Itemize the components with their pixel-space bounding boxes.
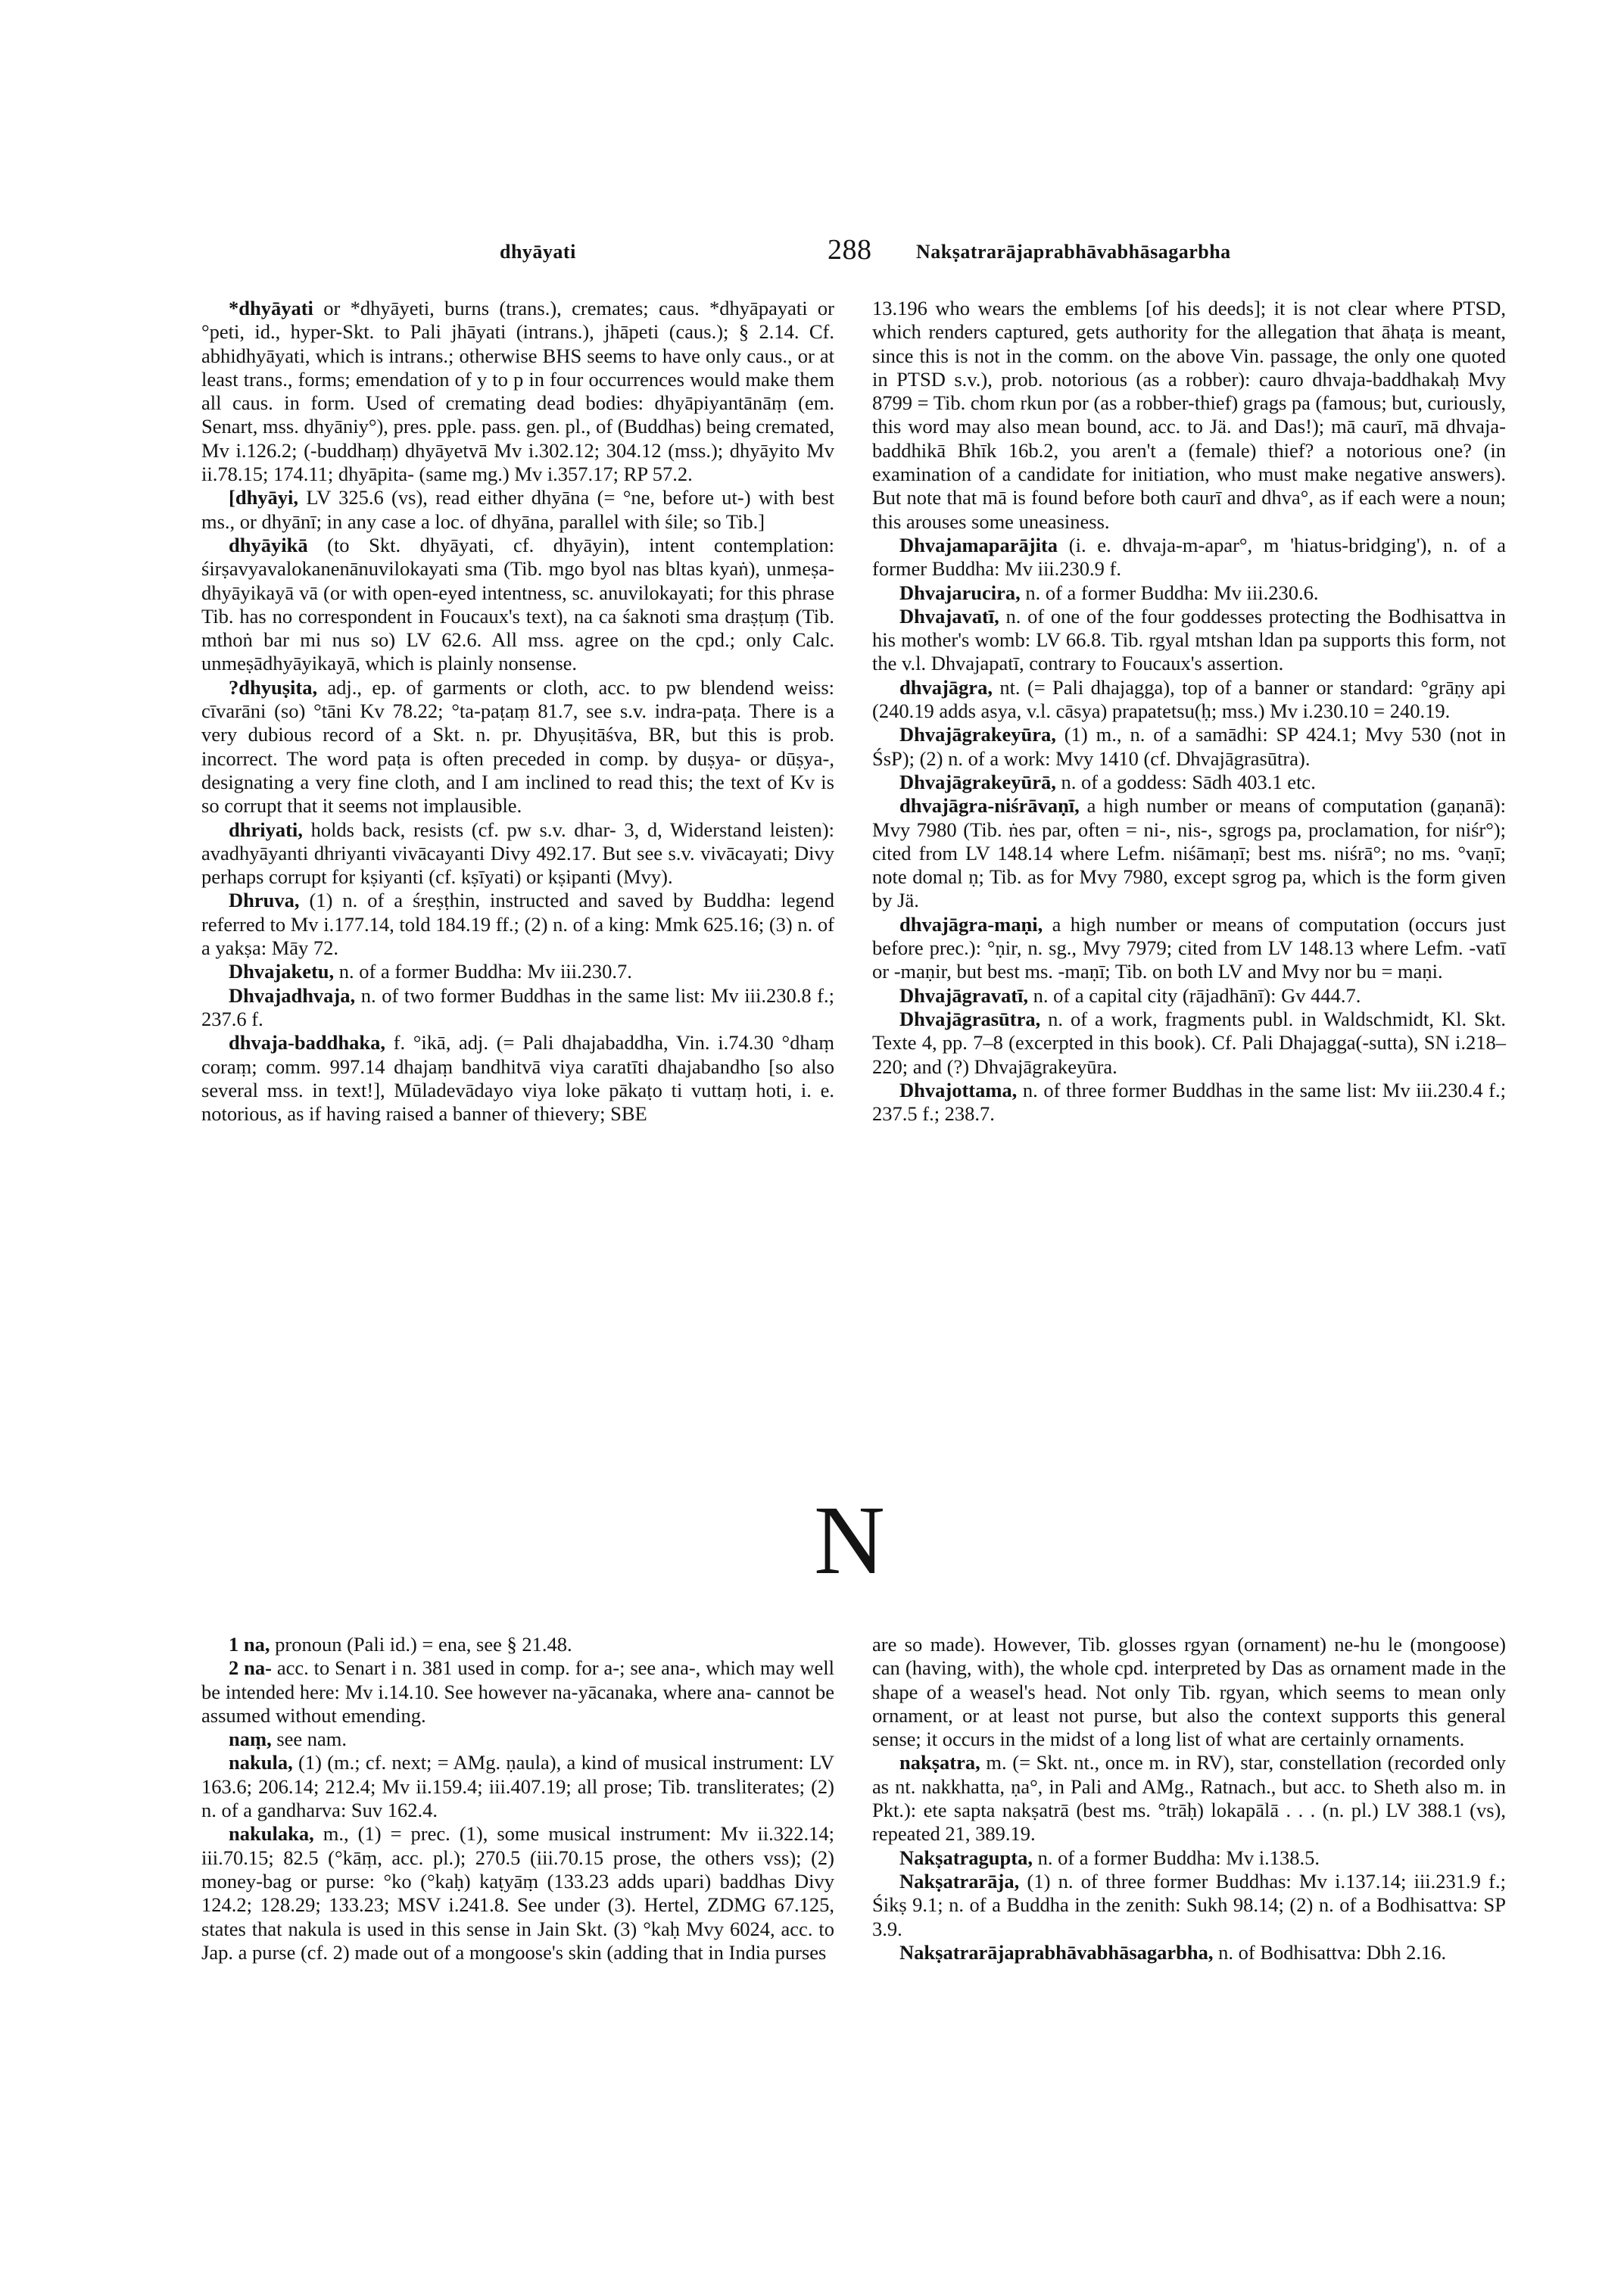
- entry-headword: Nakṣatrarāja,: [899, 1869, 1020, 1893]
- entry-text: n. of two former Buddhas in the same list: Mv iii.230.8 f.; 237.6 f.: [201, 983, 834, 1030]
- entry-text: n. of Bodhisattva: Dbh 2.16.: [1213, 1940, 1447, 1964]
- entry-text: 13.196 who wears the emblems [of his deeds]; it is not clear where PTSD, which renders captured, gets authority for the allegation that āhaṭa is meant, since this is not in the comm. on the above Vin. passage, the only one quoted in PTSD s.v.), prob. notorious (as a robber): cauro dhvaja-baddhakaḥ Mvy 8799 = Tib. chom rkun por (as a robber-thief) grags pa (famous; but, curiously, this word may also mean bound, acc. to Jä. and Das!); mā caurī, mā dhvaja-baddhikā Bhīk 16b.2, you aren't a (female) thief? a notorious one? (in examination of a candidate for initiation, who must make negative answers). But note that mā is found before both caurī and dhva°, as if each were a noun; this arouses some uneasiness.: [872, 297, 1506, 533]
- entry-headword: dhvajāgra-maṇi,: [899, 912, 1043, 936]
- entry-text: n. of a work, fragments publ. in Waldschmidt, Kl. Skt. Texte 4, pp. 7–8 (excerpted in this book). Cf. Pali Dhajagga(-sutta), SN i.218–220; and (?) Dhvajāgrakeyūra.: [872, 1007, 1506, 1078]
- entry-text: (to Skt. dhyāyati, cf. dhyāyin), intent contemplation: śirṣavyavalokanenānuvilokayati sma (Tib. mgo byol nas bltas kyaṅ), unmeṣa-dhyāyikayā vā (or with open-eyed intentness, sc. anuvilokayati; for this phrase Tib. has no correspondent in Foucaux's text), na ca śaknoti sma draṣṭuṃ (Tib. mthoṅ bar mi nus so) LV 62.6. All mss. agree on the cpd.; only Calc. unmeṣādhyāyikayā, which is plainly nonsense.: [201, 533, 834, 675]
- dictionary-entry: [872, 794, 1506, 912]
- entry-text: n. of a former Buddha: Mv iii.230.6.: [1020, 581, 1319, 604]
- dictionary-entry: [201, 960, 834, 983]
- entry-text: (1) n. of three former Buddhas: Mv i.137.14; iii.231.9 f.; Śikṣ 9.1; n. of a Buddha in the zenith: Sukh 98.14; (2) n. of a Bodhisattva: SP 3.9.: [872, 1869, 1506, 1940]
- entry-text: m., (1) = prec. (1), some musical instrument: Mv ii.322.14; iii.70.15; 82.5 (°kāṃ, acc. pl.); 270.5 (iii.70.15 prose, the others vss); (2) money-bag or purse: °ko (°kaḥ) kaṭyāṃ (133.23 adds upari) baddhas Divy 124.2; 128.29; 133.23; MSV i.241.8. See under (3). Hertel, ZDMG 67.125, states that nakula is used in this sense in Jain Skt. (3) °kaḥ Mvy 6024, acc. to Jap. a purse (cf. 2) made out of a mongoose's skin (adding that in India purses: [201, 1822, 834, 1964]
- entry-text: holds back, resists (cf. pw s.v. dhar- 3, d, Widerstand leisten): avadhyāyanti dhriyanti vivācayanti Divy 492.17. But see s.v. vivācayati; Divy perhaps corrupt for kṣiyanti (cf. kṣīyati) or kṣipanti (Mvy).: [201, 818, 834, 889]
- entry-text: f. °ikā, adj. (= Pali dhajabaddha, Vin. i.74.30 °dhaṃ coraṃ; comm. 997.14 dhajaṃ bandhitvā viya caratīti dhajabandho [so also several mss. in text!], Mūladevādayo viya loke pākaṭo ti vuttaṃ hoti, i. e. notorious, as if having raised a banner of thievery; SBE: [201, 1031, 834, 1126]
- entry-headword: Dhvajadhvaja,: [229, 983, 356, 1007]
- column-bottom-right: [872, 1633, 1506, 1964]
- entry-headword: 1 na,: [229, 1633, 270, 1656]
- entry-text: are so made). However, Tib. glosses rgyan (ornament) ne-hu le (mongoose) can (having, with), the whole cpd. interpreted by Das as ornament made in the shape of a weasel's head. Not only Tib. rgyan, which seems to mean only ornament, or at least not purse, but also the context supports this general sense; it occurs in the midst of a long list of what are certainly ornaments.: [872, 1633, 1506, 1751]
- dictionary-entry: [201, 1822, 834, 1964]
- entry-text: a high number or means of computation (occurs just before prec.): °ṇir, n. sg., Mvy 7979; cited from LV 148.13 where Lefm. -vatī or -maṇir, but best ms. -maṇī; Tib. on both LV and Mvy nor bu = maṇi.: [872, 912, 1506, 983]
- entry-headword: Nakṣatrarājaprabhāvabhāsagarbha,: [899, 1940, 1214, 1964]
- dictionary-entry: [872, 984, 1506, 1008]
- dictionary-entry: [872, 771, 1506, 794]
- entry-headword: [dhyāyi,: [229, 486, 299, 509]
- column-top-right: [872, 297, 1506, 1126]
- entry-headword: Dhvajarucira,: [899, 581, 1021, 604]
- entry-headword: *dhyāyati: [229, 297, 313, 319]
- dictionary-entry: [872, 581, 1506, 605]
- entry-text: n. of a former Buddha: Mv i.138.5.: [1032, 1846, 1320, 1869]
- dictionary-entry: [872, 605, 1506, 676]
- dictionary-entry: [201, 676, 834, 818]
- entry-text: n. of a goddess: Sādh 403.1 etc.: [1055, 770, 1316, 793]
- entry-headword: Dhvajāgrasūtra,: [899, 1007, 1041, 1030]
- dictionary-entry: [201, 889, 834, 960]
- dictionary-entry: [872, 1633, 1506, 1751]
- entry-text: see nam.: [271, 1728, 348, 1751]
- dictionary-entry: [872, 1079, 1506, 1126]
- dictionary-entry: [872, 534, 1506, 581]
- entry-headword: nakulaka,: [229, 1822, 314, 1846]
- entry-headword: Nakṣatragupta,: [899, 1846, 1033, 1869]
- dictionary-entry: [872, 676, 1506, 724]
- entry-text: (i. e. dhvaja-m-apar°, m 'hiatus-bridging'), n. of a former Buddha: Mv iii.230.9 f.: [872, 533, 1506, 581]
- entry-text: (1) (m.; cf. next; = AMg. ṇaula), a kind of musical instrument: LV 163.6; 206.14; 212.4; Mv ii.159.4; iii.407.19; all prose; Tib. transliterates; (2) n. of a gandharva: Suv 162.4.: [201, 1751, 834, 1822]
- entry-text: pronoun (Pali id.) = ena, see § 21.48.: [270, 1633, 572, 1656]
- dictionary-entry: [201, 1633, 834, 1656]
- entry-headword: Dhvajāgrakeyūra,: [899, 723, 1056, 746]
- entry-text: nt. (= Pali dhajagga), top of a banner or standard: °grāṇy api (240.19 adds asya, v.l. cāsya) prapatetsu(ḥ; mss.) Mv i.230.10 = 240.19.: [872, 675, 1506, 723]
- dictionary-entry: [872, 1870, 1506, 1941]
- entry-headword: Dhvajāgrakeyūrā,: [899, 770, 1056, 793]
- dictionary-entry: [872, 1846, 1506, 1870]
- column-top-left: [201, 297, 834, 1126]
- entry-headword: dhriyati,: [229, 818, 303, 841]
- entry-text: m. (= Skt. nt., once m. in RV), star, constellation (recorded only as nt. nakkhatta, ṇa°, in Pali and AMg., Ratnach., but acc. to Sheth also m. in Pkt.): ete sapta nakṣatrā (best ms. °trāḥ) lokapālā . . . (n. pl.) LV 388.1 (vs), repeated 21, 389.19.: [872, 1751, 1506, 1846]
- dictionary-entry: [872, 723, 1506, 771]
- entry-headword: Dhruva,: [229, 889, 300, 912]
- section-letter: N: [814, 1486, 885, 1595]
- entry-headword: naṃ,: [229, 1728, 272, 1751]
- entry-text: a high number or means of computation (gaṇanā): Mvy 7980 (Tib. ṅes par, often = ni-, nis-, sgrogs pa, proclamation, for niśr°); cited from LV 148.14 where Lefm. niśāmaṇī; best ms. niśrā°; no ms. °vaṇī; note domal ṇ; Tib. as for Mvy 7980, except sgrog pa, which is the form given by Jä.: [872, 794, 1506, 912]
- dictionary-entry: [201, 818, 834, 889]
- dictionary-entry: [872, 1941, 1506, 1964]
- dictionary-entry: [201, 534, 834, 676]
- entry-headword: dhvajāgra-niśrāvaṇī,: [899, 794, 1080, 818]
- column-bottom-left: [201, 1633, 834, 1964]
- entry-headword: ?dhyuṣita,: [229, 675, 318, 699]
- entry-headword: nakula,: [229, 1751, 293, 1774]
- dictionary-entry: [201, 486, 834, 534]
- entry-headword: dhvajāgra,: [899, 675, 993, 699]
- entry-headword: dhyāyikā: [229, 533, 308, 556]
- entry-text: n. of one of the four goddesses protecting the Bodhisattva in his mother's womb: LV 66.8. Tib. rgyal mtshan ldan pa supports this form, not the v.l. Dhvajapatī, contrary to Foucaux's assertion.: [872, 604, 1506, 675]
- entry-headword: Dhvajottama,: [899, 1078, 1018, 1101]
- entry-text: acc. to Senart i n. 381 used in comp. for a-; see ana-, which may well be intended here: Mv i.14.10. See however na-yācanaka, where ana- cannot be assumed without emending.: [201, 1656, 834, 1727]
- entry-text: (1) m., n. of a samādhi: SP 424.1; Mvy 530 (not in ŚsP); (2) n. of a work: Mvy 1410 (cf. Dhvajāgrasūtra).: [872, 723, 1506, 770]
- dictionary-entry: [201, 1656, 834, 1728]
- entry-headword: Dhvajavatī,: [899, 604, 999, 628]
- dictionary-entry: [872, 1008, 1506, 1079]
- entry-headword: nakṣatra,: [899, 1751, 980, 1774]
- entry-text: LV 325.6 (vs), read either dhyāna (= °ne, before ut-) with best ms., or dhyānī; in any case a loc. of dhyāna, parallel with śile; so Tib.]: [201, 486, 834, 533]
- entry-headword: 2 na-: [229, 1656, 272, 1680]
- page-number: 288: [828, 234, 872, 266]
- dictionary-entry: [201, 984, 834, 1032]
- entry-text: n. of three former Buddhas in the same list: Mv iii.230.4 f.; 237.5 f.; 238.7.: [872, 1078, 1506, 1126]
- entry-text: n. of a former Buddha: Mv iii.230.7.: [334, 960, 632, 983]
- entry-headword: Dhvajaketu,: [229, 960, 335, 983]
- dictionary-entry: [201, 1031, 834, 1126]
- right-guide-word: Nakṣatrarājaprabhāvabhāsagarbha: [916, 241, 1231, 263]
- entry-headword: dhvaja-baddhaka,: [229, 1031, 385, 1055]
- entry-headword: Dhvajāgravatī,: [899, 983, 1029, 1007]
- entry-headword: Dhvajamaparājita: [899, 533, 1058, 556]
- left-guide-word: dhyāyati: [500, 241, 576, 263]
- entry-text: or *dhyāyeti, burns (trans.), cremates; caus. *dhyāpayati or °peti, id., hyper-Skt. to Pali jhāyati (intrans.), jhāpeti (caus.); § 2.14. Cf. abhidhyāyati, which is intrans.; otherwise BHS seems to have only caus., or at least trans., forms; emendation of y to p in four occurrences would make them all caus. in form. Used of cremating dead bodies: dhyāpiyantānāṃ (em. Senart, mss. dhyāniy°), pres. pple. pass. gen. pl., of (Buddhas) being cremated, Mv i.126.2; (-buddhaṃ) dhyāyetvā Mv i.302.12; 304.12 (mss.); dhyāyito Mv ii.78.15; 174.11; dhyāpita- (same mg.) Mv i.357.17; RP 57.2.: [201, 297, 834, 486]
- dictionary-entry: [201, 1728, 834, 1751]
- dictionary-entry: [201, 297, 834, 486]
- dictionary-entry: [872, 1751, 1506, 1846]
- dictionary-entry: [201, 1751, 834, 1822]
- entry-text: adj., ep. of garments or cloth, acc. to pw blendend weiss: cīvarāni (so) °tāni Kv 78.22; °ta-paṭaṃ 81.7, see s.v. indra-paṭa. There is a very dubious record of a Skt. n. pr. Dhyuṣitāśva, BR, but this is prob. incorrect. The word paṭa is often preceded in comp. by duṣya- or dūṣya-, designating a very fine cloth, and I am inclined to read this; the text of Kv is so corrupt that it seems not implausible.: [201, 675, 834, 818]
- entry-text: n. of a capital city (rājadhānī): Gv 444.7.: [1028, 983, 1361, 1007]
- entry-text: (1) n. of a śreṣṭhin, instructed and saved by Buddha: legend referred to Mv i.177.14, told 184.19 ff.; (2) n. of a king: Mmk 625.16; (3) n. of a yakṣa: Māy 72.: [201, 889, 834, 960]
- dictionary-entry: [872, 913, 1506, 984]
- dictionary-entry: [872, 297, 1506, 534]
